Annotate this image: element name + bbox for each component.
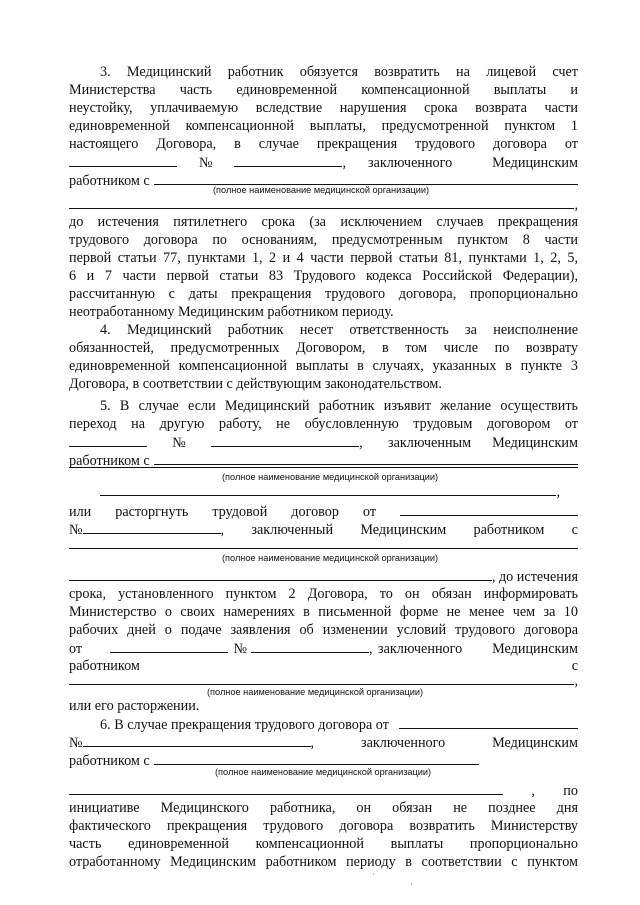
p6-line-3-text: работником с — [69, 753, 150, 769]
p3-line-6-text: заключенного Медицинским — [368, 155, 578, 171]
p5-line-12 — [69, 639, 578, 658]
p6-line-1-text: 6. В случае прекращения трудового договора от — [100, 717, 389, 733]
p5-line-6 — [69, 502, 578, 521]
organization-blank[interactable] — [154, 451, 578, 465]
p5-line-7 — [69, 520, 578, 539]
p6-line-7: часть единовременной компенсационной выплаты пропорционально — [69, 836, 578, 852]
p6-caption: (полное наименование медицинской организации) — [215, 767, 432, 777]
comma: , — [359, 435, 363, 451]
organization-blank-continued[interactable] — [100, 482, 556, 496]
organization-blank[interactable] — [154, 171, 578, 185]
p3-line-8 — [69, 195, 578, 214]
scan-speck: · — [410, 880, 413, 889]
p3-line-4: единовременной компенсационной выплаты, предусмотренной пунктом 1 — [69, 118, 578, 134]
p6-line-4 — [69, 781, 578, 800]
p5-caption-2: (полное наименование медицинской организации) — [222, 553, 439, 563]
p3-line-7-text: работником с — [69, 173, 150, 189]
comma: , — [574, 197, 578, 213]
number-blank[interactable] — [211, 433, 359, 447]
p3-line-14: неотработанному Медицинским работником периоду. — [69, 304, 394, 320]
organization-blank[interactable] — [154, 751, 479, 765]
word: заключенный — [251, 522, 334, 538]
word: с — [571, 522, 578, 538]
word: Медицинским — [492, 735, 578, 751]
number-blank[interactable] — [251, 639, 369, 653]
number-sign: № — [172, 435, 186, 451]
p5-line-12-text: заключенного Медицинским — [377, 641, 578, 657]
p6-line-6: фактического прекращения трудового договора возвратить Министерству — [69, 818, 578, 834]
p3-line-6 — [69, 153, 578, 172]
number-sign: № — [198, 155, 213, 171]
comma: , — [310, 735, 315, 751]
p5-line-8-text: , до истечения — [491, 569, 578, 585]
p5-line-8 — [69, 567, 578, 586]
p5-line-15: или его расторжении. — [69, 698, 200, 714]
word: или — [69, 504, 92, 520]
p5-line-10: Министерство о своих намерениях в письменной форме не менее чем за 10 — [69, 604, 578, 620]
word: от — [362, 504, 377, 520]
organization-blank-continued[interactable] — [69, 195, 574, 209]
p6-line-5: инициативе Медицинского работника, он обязан не позднее дня — [69, 800, 578, 816]
word: трудовой — [212, 504, 268, 520]
word: работником — [473, 522, 545, 538]
p6-line-2 — [69, 733, 578, 752]
word: с — [571, 658, 578, 674]
word: заключенного — [361, 735, 446, 751]
organization-rule — [69, 467, 578, 468]
word: от — [69, 641, 83, 657]
p5-line-3-text: заключенным Медицинским — [387, 435, 578, 451]
number-blank[interactable] — [83, 520, 221, 534]
date-blank[interactable] — [69, 153, 177, 167]
comma: , — [220, 522, 225, 538]
p4-line-1: 4. Медицинский работник несет ответственность за неисполнение — [100, 322, 578, 338]
word: расторгнуть — [115, 504, 189, 520]
number-sign: № — [233, 641, 248, 657]
comma: , — [369, 641, 373, 657]
p6-line-1 — [100, 715, 578, 734]
organization-rule — [69, 548, 578, 549]
p5-caption-3: (полное наименование медицинской организации) — [207, 687, 424, 697]
word: Медицинским — [360, 522, 447, 538]
comma: , — [574, 673, 578, 689]
p4-line-2: обязанностей, предусмотренных Договором, в том числе по возврату — [69, 340, 578, 356]
p3-line-12: 6 и 7 части первой статьи 83 Трудового кодекса Российской Федерации), — [69, 268, 578, 284]
number-sign: № — [69, 735, 83, 751]
p3-line-11: первой статьи 77, пунктами 1, 2 и 4 части первой статьи 81, пунктами 1, 2, 5, — [69, 250, 578, 266]
word: работником — [69, 658, 140, 674]
p5-caption-1: (полное наименование медицинской организации) — [222, 472, 439, 482]
comma: , — [556, 484, 560, 500]
p3-line-9: до истечения пятилетнего срока (за исключением случаев прекращения — [69, 214, 578, 230]
p3-line-5: настоящего Договора, в случае прекращения трудового договора от — [69, 136, 578, 152]
p5-line-4-text: работником с — [69, 453, 150, 469]
word: по — [563, 783, 578, 799]
date-blank[interactable] — [69, 433, 147, 447]
organization-blank-continued[interactable] — [69, 567, 492, 581]
p3-caption: (полное наименование медицинской организации) — [213, 185, 430, 195]
p5-line-5 — [100, 482, 560, 501]
comma: , — [531, 783, 535, 799]
word: договор — [291, 504, 339, 520]
p3-line-3: неустойку, уплачиваемую вследствие нарушения срока возврата части — [69, 100, 578, 116]
organization-blank[interactable] — [69, 671, 574, 685]
comma: , — [342, 155, 347, 171]
p3-line-1: 3. Медицинский работник обязуется возвратить на лицевой счет — [100, 64, 578, 80]
p6-line-8: отработанному Медицинским работником периоду в соответствии с пунктом — [69, 854, 578, 870]
date-blank[interactable] — [399, 715, 578, 729]
p3-line-13: рассчитанную с даты прекращения трудового договора, пропорционально — [69, 286, 578, 302]
p5-line-9: срока, установленного пунктом 2 Договора, то он обязан информировать — [69, 586, 578, 602]
p5-line-1: 5. В случае если Медицинский работник изъявит желание осуществить — [100, 398, 578, 414]
p4-line-4: Договора, в соответствии с действующим законодательством. — [69, 376, 442, 392]
organization-blank-continued[interactable] — [69, 781, 503, 795]
number-blank[interactable] — [83, 733, 311, 747]
p5-line-3 — [69, 433, 578, 452]
p4-line-3: единовременной компенсационной выплаты в случаях, указанных в пункте 3 — [69, 358, 578, 374]
p3-line-2: Министерства часть единовременной компенсационной выплаты и — [69, 82, 578, 98]
p3-line-10: трудового договора по основаниям, предусмотренным пунктом 8 части — [69, 232, 578, 248]
scan-speck: · — [372, 870, 375, 879]
number-sign: № — [69, 522, 83, 538]
date-blank[interactable] — [400, 502, 578, 516]
number-blank[interactable] — [234, 153, 342, 167]
p5-line-11: рабочих дней о подаче заявления об изменении условий трудового договора — [69, 622, 578, 638]
date-blank[interactable] — [110, 639, 228, 653]
p5-line-2: переход на другую работу, не обусловленную трудовым договором от — [69, 416, 578, 432]
